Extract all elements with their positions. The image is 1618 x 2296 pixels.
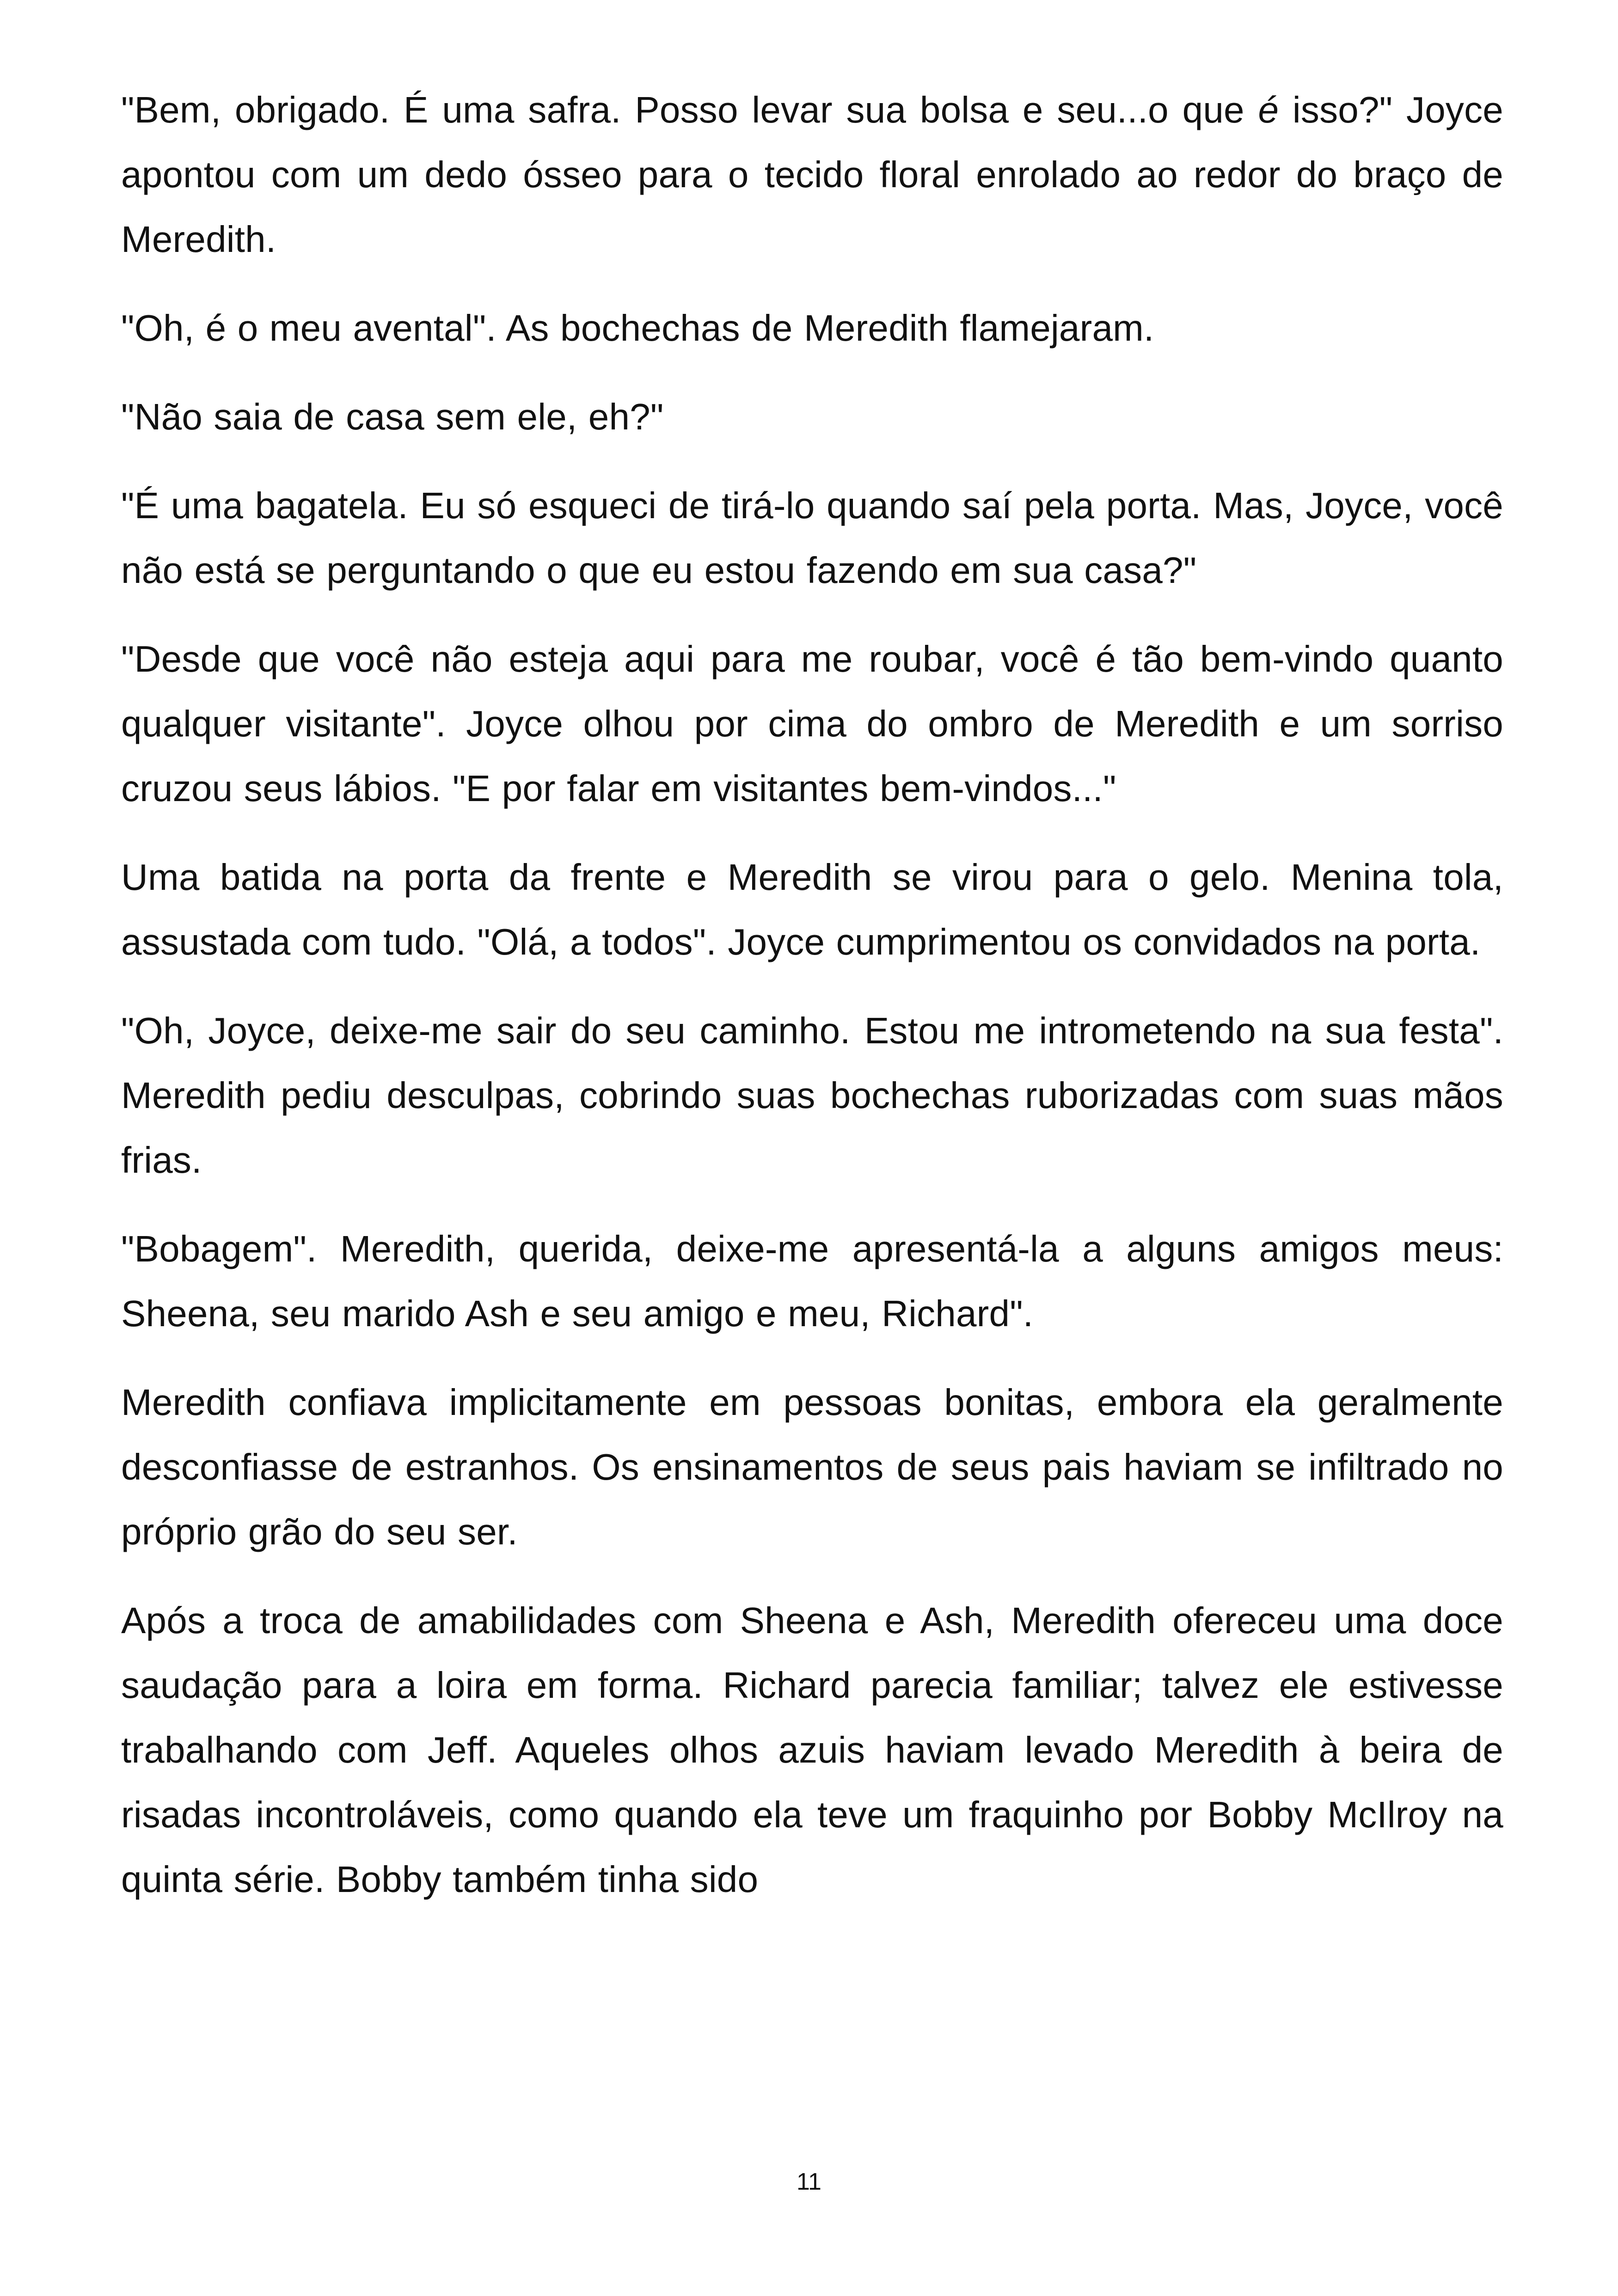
paragraph: "É uma bagatela. Eu só esqueci de tirá-lo quando saí pela porta. Mas, Joyce, você não está se perguntando o que eu estou fazendo em sua casa?" [121,485,1503,591]
paragraph: Meredith confiava implicitamente em pessoas bonitas, embora ela geralmente desconfiasse de estranhos. Os ensinamentos de seus pais haviam se infiltrado no próprio grão do seu ser. [121,1382,1503,1552]
emphasized-word: é [1258,89,1279,130]
page-number: 11 [797,2168,821,2195]
paragraph [121,78,1503,272]
paragraph: "Oh, é o meu avental". As bochechas de Meredith flamejaram. [121,307,1154,349]
paragraph-text: isso?" Joyce apontou com um dedo ósseo para o tecido floral enrolado ao redor do braço de Meredith. [121,89,1503,260]
paragraph: "Não saia de casa sem ele, eh?" [121,396,664,437]
paragraph: "Oh, Joyce, deixe-me sair do seu caminho. Estou me intrometendo na sua festa". Meredith pediu desculpas, cobrindo suas bochechas ruborizadas com suas mãos frias. [121,1010,1503,1181]
paragraph-text: "Bem, obrigado. É uma safra. Posso levar sua bolsa e seu...o que [121,89,1258,130]
paragraph: Após a troca de amabilidades com Sheena e Ash, Meredith ofereceu uma doce saudação para a loira em forma. Richard parecia familiar; talvez ele estivesse trabalhando com Jeff. Aqueles olhos azuis haviam levado Meredith à beira de risadas incontroláveis, como quando ela teve um fraquinho por Bobby McIlroy na quinta série. Bobby também tinha sido [121,1600,1503,1900]
paragraph: "Bobagem". Meredith, querida, deixe-me apresentá-la a alguns amigos meus: Sheena, seu marido Ash e seu amigo e meu, Richard". [121,1228,1503,1334]
paragraph: "Desde que você não esteja aqui para me roubar, você é tão bem-vindo quanto qualquer visitante". Joyce olhou por cima do ombro de Meredith e um sorriso cruzou seus lábios. "E por falar em visitantes bem-vindos..." [121,638,1503,809]
paragraph: Uma batida na porta da frente e Meredith se virou para o gelo. Menina tola, assustada com tudo. "Olá, a todos". Joyce cumprimentou os convidados na porta. [121,857,1503,962]
text-body [121,78,1503,1936]
